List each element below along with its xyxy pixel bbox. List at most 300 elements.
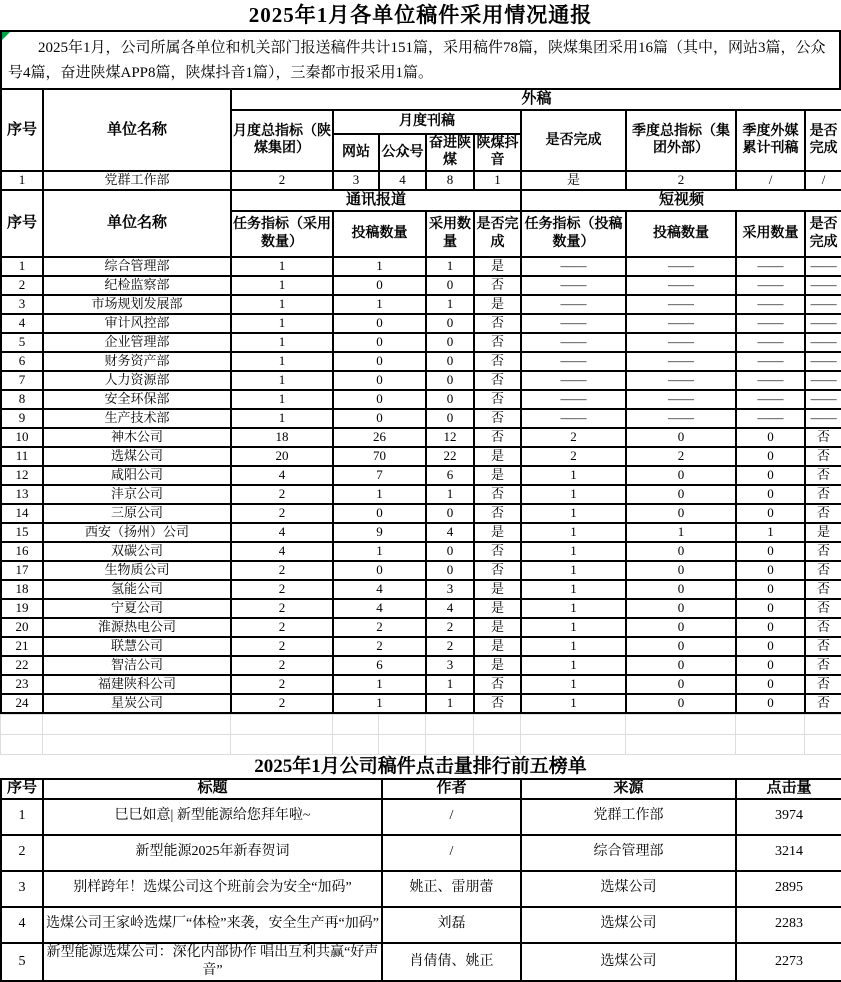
table-cell: 0 xyxy=(626,428,736,447)
table-cell: 1 xyxy=(333,295,426,314)
table-cell: 2 xyxy=(626,447,736,466)
table-cell: 1 xyxy=(521,675,626,694)
table-cell: 4 xyxy=(231,466,333,485)
table-cell: 2 xyxy=(521,428,626,447)
table-cell: 肖倩倩、姚正 xyxy=(382,943,521,981)
table-cell: —— xyxy=(521,276,626,295)
table-cell: 是 xyxy=(474,447,521,466)
table-cell: 人力资源部 xyxy=(43,371,231,390)
table-cell: 生物质公司 xyxy=(43,561,231,580)
table-cell: 否 xyxy=(805,580,841,599)
table-cell: 综合管理部 xyxy=(43,257,231,276)
table-cell: 0 xyxy=(426,314,474,333)
table-cell: / xyxy=(382,799,521,835)
group-header-tongxun: 通讯报道 xyxy=(231,190,521,211)
table-cell: —— xyxy=(521,295,626,314)
table-cell: 1 xyxy=(333,485,426,504)
table-cell: 2273 xyxy=(736,943,841,981)
table-cell: 3 xyxy=(1,871,43,907)
table-cell: 2 xyxy=(231,618,333,637)
unit-data-row xyxy=(1,656,841,675)
table-cell: —— xyxy=(626,295,736,314)
table-cell: 0 xyxy=(626,485,736,504)
table-cell: 选煤公司 xyxy=(521,943,736,981)
unit-data-row xyxy=(1,485,841,504)
table-cell: 4 xyxy=(1,907,43,943)
table-cell: 否 xyxy=(474,428,521,447)
table-cell: 1 xyxy=(333,675,426,694)
table-cell: 4 xyxy=(379,171,426,190)
unit-data-row xyxy=(1,390,841,409)
col-header-wancheng2: 是否完成 xyxy=(805,110,841,171)
table-cell: —— xyxy=(805,333,841,352)
unit-data-row xyxy=(1,504,841,523)
col-header-caiyong2: 采用数量 xyxy=(736,211,805,257)
table-cell: —— xyxy=(805,257,841,276)
table-cell: 否 xyxy=(474,352,521,371)
table-cell: 0 xyxy=(736,428,805,447)
table-cell: 8 xyxy=(1,390,43,409)
table-cell: 新型能源2025年新春贺词 xyxy=(43,835,382,871)
table-cell: —— xyxy=(736,390,805,409)
table-cell: / xyxy=(736,171,805,190)
table-cell: 0 xyxy=(736,447,805,466)
table-cell: —— xyxy=(736,257,805,276)
table-cell: 70 xyxy=(333,447,426,466)
intro-paragraph xyxy=(0,30,841,88)
group-header-duanshipin: 短视频 xyxy=(521,190,841,211)
ranking-data-row xyxy=(1,943,841,981)
table-cell: 9 xyxy=(1,409,43,428)
table-cell: 4 xyxy=(231,523,333,542)
table-cell: 1 xyxy=(736,523,805,542)
table-cell: —— xyxy=(521,314,626,333)
table-cell: 否 xyxy=(805,618,841,637)
table-cell: 1 xyxy=(474,171,521,190)
table-cell: 2 xyxy=(521,447,626,466)
table-cell: 22 xyxy=(1,656,43,675)
table-cell: 1 xyxy=(231,333,333,352)
table-cell: 否 xyxy=(805,637,841,656)
table-cell: 纪检监察部 xyxy=(43,276,231,295)
table-cell: 1 xyxy=(521,523,626,542)
table-cell: 20 xyxy=(231,447,333,466)
ranking-rows xyxy=(1,799,841,981)
table-cell: 18 xyxy=(1,580,43,599)
table-cell: 3 xyxy=(1,295,43,314)
table-cell: 选煤公司 xyxy=(521,871,736,907)
table-cell: 20 xyxy=(1,618,43,637)
table-cell: 氢能公司 xyxy=(43,580,231,599)
table-cell: —— xyxy=(805,314,841,333)
unit-data-row xyxy=(1,618,841,637)
table-cell: 4 xyxy=(333,599,426,618)
table-cell: —— xyxy=(626,352,736,371)
table-cell: 否 xyxy=(805,675,841,694)
table-cell: 三原公司 xyxy=(43,504,231,523)
table-cell: 是 xyxy=(474,257,521,276)
table-cell: 1 xyxy=(333,257,426,276)
empty-grid-row xyxy=(1,714,841,734)
col-header-renwu-caiyong: 任务指标（采用数量） xyxy=(231,211,333,257)
waigao-data-row xyxy=(1,171,841,190)
table-cell: 1 xyxy=(333,694,426,713)
table-cell: 1 xyxy=(231,390,333,409)
table-cell: 刘磊 xyxy=(382,907,521,943)
table-cell: 否 xyxy=(474,276,521,295)
unit-data-row xyxy=(1,428,841,447)
table-cell: 0 xyxy=(736,542,805,561)
table-cell: 24 xyxy=(1,694,43,713)
table-cell: 2 xyxy=(231,561,333,580)
col-header-biaoti: 标题 xyxy=(43,779,382,799)
table-cell: 0 xyxy=(736,485,805,504)
table-cell: —— xyxy=(805,390,841,409)
unit-data-row xyxy=(1,352,841,371)
table-cell: 淮源热电公司 xyxy=(43,618,231,637)
table-cell: —— xyxy=(805,409,841,428)
table-cell: —— xyxy=(626,276,736,295)
table-cell: 1 xyxy=(521,542,626,561)
table-cell: 是 xyxy=(474,580,521,599)
table-cell: 1 xyxy=(1,257,43,276)
table-cell: 双碳公司 xyxy=(43,542,231,561)
table-cell: 2 xyxy=(231,171,333,190)
table-cell: 是 xyxy=(474,466,521,485)
table-cell: 12 xyxy=(1,466,43,485)
table-cell: 否 xyxy=(805,447,841,466)
table-cell: 沣京公司 xyxy=(43,485,231,504)
ranking-header-row xyxy=(1,779,841,799)
table-cell: 1 xyxy=(521,561,626,580)
table-cell: —— xyxy=(626,371,736,390)
unit-data-row xyxy=(1,276,841,295)
table-cell: 1 xyxy=(521,466,626,485)
table-cell: 1 xyxy=(521,694,626,713)
table-cell: 15 xyxy=(1,523,43,542)
table-cell: —— xyxy=(521,409,626,428)
table-cell: 综合管理部 xyxy=(521,835,736,871)
table-cell: —— xyxy=(521,390,626,409)
table-cell: —— xyxy=(521,257,626,276)
table-cell: 5 xyxy=(1,333,43,352)
unit-data-row xyxy=(1,409,841,428)
table-cell: 18 xyxy=(231,428,333,447)
table-cell: 选煤公司 xyxy=(43,447,231,466)
table-cell: 11 xyxy=(1,447,43,466)
ranking-data-row xyxy=(1,907,841,943)
table-cell: 2 xyxy=(231,599,333,618)
table-cell: —— xyxy=(736,314,805,333)
table-cell: 别样跨年！选煤公司这个班前会为安全“加码” xyxy=(43,871,382,907)
table-cell: 是 xyxy=(521,171,626,190)
table-cell: 0 xyxy=(626,618,736,637)
table-cell: 0 xyxy=(736,618,805,637)
table-cell: 生产技术部 xyxy=(43,409,231,428)
col-header-gongzhonghao: 公众号 xyxy=(379,134,426,171)
waigao-rows xyxy=(1,171,841,190)
table-cell: 否 xyxy=(805,466,841,485)
table-cell: 0 xyxy=(426,371,474,390)
table-cell: 0 xyxy=(736,561,805,580)
table-cell: —— xyxy=(521,371,626,390)
table-cell: 0 xyxy=(736,675,805,694)
table-cell: 3 xyxy=(426,580,474,599)
table-cell: 选煤公司 xyxy=(521,907,736,943)
table-cell: 1 xyxy=(521,504,626,523)
table-cell: 26 xyxy=(333,428,426,447)
table-cell: 4 xyxy=(426,599,474,618)
report-title: 2025年1月各单位稿件采用情况通报 xyxy=(0,0,841,30)
table-cell: 3214 xyxy=(736,835,841,871)
col-header-danwei: 单位名称 xyxy=(43,89,231,171)
table-cell: 是 xyxy=(474,618,521,637)
table-cell: 0 xyxy=(426,276,474,295)
table-cell: 2283 xyxy=(736,907,841,943)
table-cell: 0 xyxy=(426,542,474,561)
table-cell: 1 xyxy=(1,171,43,190)
table-cell: 0 xyxy=(626,675,736,694)
table-cell: 6 xyxy=(1,352,43,371)
table-cell: 1 xyxy=(426,694,474,713)
table-cell: —— xyxy=(626,314,736,333)
table-cell: 否 xyxy=(805,485,841,504)
table-cell: 1 xyxy=(426,675,474,694)
table-cell: 0 xyxy=(626,656,736,675)
table-cell: 智洁公司 xyxy=(43,656,231,675)
table-cell: 8 xyxy=(426,171,474,190)
table-cell: 0 xyxy=(626,694,736,713)
table-cell: 企业管理部 xyxy=(43,333,231,352)
table-cell: —— xyxy=(626,409,736,428)
table-cell: 2 xyxy=(231,694,333,713)
col-header-fenjin: 奋进陕煤 xyxy=(426,134,474,171)
unit-data-row xyxy=(1,599,841,618)
table-cell: 否 xyxy=(474,504,521,523)
table-cell: 2 xyxy=(626,171,736,190)
col-header-xuhao: 序号 xyxy=(1,89,43,171)
unit-data-row xyxy=(1,542,841,561)
table-cell: 1 xyxy=(521,485,626,504)
table-cell: —— xyxy=(521,352,626,371)
unit-data-row xyxy=(1,637,841,656)
table-cell: 安全环保部 xyxy=(43,390,231,409)
col-header-douyin: 陕煤抖音 xyxy=(474,134,521,171)
table-cell: 6 xyxy=(333,656,426,675)
unit-data-row xyxy=(1,371,841,390)
col-header-jidu-zhibiao: 季度总指标（集团外部） xyxy=(626,110,736,171)
unit-data-row xyxy=(1,466,841,485)
table-cell: 22 xyxy=(426,447,474,466)
table-cell: 0 xyxy=(333,390,426,409)
table-cell: 21 xyxy=(1,637,43,656)
table-cell: 财务资产部 xyxy=(43,352,231,371)
table-cell: 0 xyxy=(426,390,474,409)
table-cell: 姚正、雷朋蕾 xyxy=(382,871,521,907)
table-cell: 3974 xyxy=(736,799,841,835)
table-cell: 0 xyxy=(736,637,805,656)
table-cell: 1 xyxy=(521,618,626,637)
table-cell: 2 xyxy=(231,504,333,523)
table-cell: 1 xyxy=(231,371,333,390)
table-cell: 1 xyxy=(231,295,333,314)
unit-data-row xyxy=(1,580,841,599)
table-cell: 1 xyxy=(1,799,43,835)
ranking-data-row xyxy=(1,835,841,871)
table-cell: 0 xyxy=(626,466,736,485)
col-header-danwei-2: 单位名称 xyxy=(43,190,231,257)
col-header-rank-xuhao: 序号 xyxy=(1,779,43,799)
table-cell: 是 xyxy=(805,523,841,542)
table-cell: 7 xyxy=(1,371,43,390)
table-cell: 是 xyxy=(474,599,521,618)
unit-data-row xyxy=(1,447,841,466)
col-header-wancheng1: 是否完成 xyxy=(521,110,626,171)
unit-rows xyxy=(1,257,841,713)
table-cell: —— xyxy=(626,333,736,352)
table-cell: 福建陕科公司 xyxy=(43,675,231,694)
table-cell: 1 xyxy=(231,276,333,295)
col-header-zuozhe: 作者 xyxy=(382,779,521,799)
table-cell: 1 xyxy=(521,599,626,618)
col-header-yuedu-zhibiao: 月度总指标（陕煤集团） xyxy=(231,110,333,171)
table-cell: 否 xyxy=(805,599,841,618)
table-cell: 2 xyxy=(231,675,333,694)
table-cell: 0 xyxy=(426,561,474,580)
table-cell: —— xyxy=(736,409,805,428)
table-cell: 0 xyxy=(426,504,474,523)
unit-data-row xyxy=(1,295,841,314)
col-header-laiyuan: 来源 xyxy=(521,779,736,799)
col-header-dianjiliang: 点击量 xyxy=(736,779,841,799)
table-cell: —— xyxy=(736,371,805,390)
unit-data-row xyxy=(1,523,841,542)
table-cell: 3 xyxy=(426,656,474,675)
table-cell: 1 xyxy=(521,656,626,675)
col-header-wangzhan: 网站 xyxy=(333,134,379,171)
table-cell: 16 xyxy=(1,542,43,561)
table-cell: 0 xyxy=(626,580,736,599)
table-cell: 西安（扬州）公司 xyxy=(43,523,231,542)
table-cell: 0 xyxy=(426,409,474,428)
table-cell: 1 xyxy=(231,257,333,276)
table-cell: 0 xyxy=(736,694,805,713)
table-cell: —— xyxy=(626,390,736,409)
table-cell: 咸阳公司 xyxy=(43,466,231,485)
table-cell: 1 xyxy=(426,295,474,314)
table-cell: —— xyxy=(805,276,841,295)
table-cell: —— xyxy=(805,295,841,314)
table-cell: 2 xyxy=(1,835,43,871)
table-cell: 1 xyxy=(521,580,626,599)
submission-report-table xyxy=(0,88,841,714)
table-cell: 巳巳如意| 新型能源给您拜年啦~ xyxy=(43,799,382,835)
table-cell: 1 xyxy=(626,523,736,542)
table-cell: 党群工作部 xyxy=(521,799,736,835)
table-cell: 否 xyxy=(474,390,521,409)
excel-error-indicator-icon xyxy=(2,32,10,40)
empty-grid-row xyxy=(1,734,841,754)
table-cell: 0 xyxy=(626,542,736,561)
table-cell: 2 xyxy=(333,637,426,656)
table-cell: 0 xyxy=(426,333,474,352)
unit-data-row xyxy=(1,257,841,276)
table-cell: 党群工作部 xyxy=(43,171,231,190)
table-cell: 否 xyxy=(474,314,521,333)
table-cell: 4 xyxy=(333,580,426,599)
table-cell: 是 xyxy=(474,637,521,656)
table-cell: / xyxy=(382,835,521,871)
table-cell: —— xyxy=(805,352,841,371)
table-cell: 1 xyxy=(231,314,333,333)
table-cell: 0 xyxy=(333,561,426,580)
table-cell: —— xyxy=(736,276,805,295)
table-cell: 0 xyxy=(736,466,805,485)
table-cell: 1 xyxy=(333,542,426,561)
ranking-title: 2025年1月公司稿件点击量排行前五榜单 xyxy=(0,755,841,778)
table-cell: 0 xyxy=(333,276,426,295)
table-cell: 否 xyxy=(805,542,841,561)
table-cell: 0 xyxy=(333,504,426,523)
table-cell: 0 xyxy=(333,314,426,333)
table-cell: 6 xyxy=(426,466,474,485)
table-cell: 联慧公司 xyxy=(43,637,231,656)
table-cell: 2 xyxy=(231,485,333,504)
col-header-tougao2: 投稿数量 xyxy=(626,211,736,257)
table-cell: 0 xyxy=(626,504,736,523)
table-cell: 2 xyxy=(426,618,474,637)
table-cell: 0 xyxy=(736,599,805,618)
table-cell: 2 xyxy=(1,276,43,295)
table-cell: 17 xyxy=(1,561,43,580)
col-header-wancheng-b2: 是否完成 xyxy=(805,211,841,257)
table-cell: 否 xyxy=(805,428,841,447)
table-cell: 0 xyxy=(626,637,736,656)
table-cell: 是 xyxy=(474,295,521,314)
table-cell: 否 xyxy=(474,561,521,580)
table-cell: 0 xyxy=(736,656,805,675)
ranking-data-row xyxy=(1,871,841,907)
table-cell: 0 xyxy=(736,580,805,599)
table-cell: 否 xyxy=(474,542,521,561)
group-header-yuedu-kangao: 月度刊稿 xyxy=(333,110,521,134)
table-cell: 否 xyxy=(805,504,841,523)
table-cell: 23 xyxy=(1,675,43,694)
table-cell: 12 xyxy=(426,428,474,447)
table-cell: 4 xyxy=(426,523,474,542)
table-cell: 1 xyxy=(426,257,474,276)
unit-data-row xyxy=(1,333,841,352)
table-cell: 否 xyxy=(474,675,521,694)
table-cell: 新型能源选煤公司：深化内部协作 唱出互利共赢“好声音” xyxy=(43,943,382,981)
table-cell: 0 xyxy=(333,371,426,390)
table-cell: 0 xyxy=(333,409,426,428)
table-cell: 13 xyxy=(1,485,43,504)
table-cell: 9 xyxy=(333,523,426,542)
table-cell: 0 xyxy=(333,352,426,371)
col-header-wancheng-b1: 是否完成 xyxy=(474,211,521,257)
table-cell: 选煤公司王家岭选煤厂“体检”来袭，安全生产再“加码” xyxy=(43,907,382,943)
table-cell: 14 xyxy=(1,504,43,523)
table-cell: —— xyxy=(521,333,626,352)
table-cell: 0 xyxy=(626,561,736,580)
table-cell: 否 xyxy=(474,333,521,352)
intro-text: 2025年1月，公司所属各单位和机关部门报送稿件共计151篇，采用稿件78篇，陕煤集团采用16篇（其中，网站3篇，公众号4篇，奋进陕煤APP8篇，陕煤抖音1篇），三秦都市报采用1篇。 xyxy=(8,40,826,81)
table-cell: 0 xyxy=(626,599,736,618)
table-cell: 2895 xyxy=(736,871,841,907)
col-header-renwu-tougao: 任务指标（投稿数量） xyxy=(521,211,626,257)
table-cell: —— xyxy=(626,257,736,276)
